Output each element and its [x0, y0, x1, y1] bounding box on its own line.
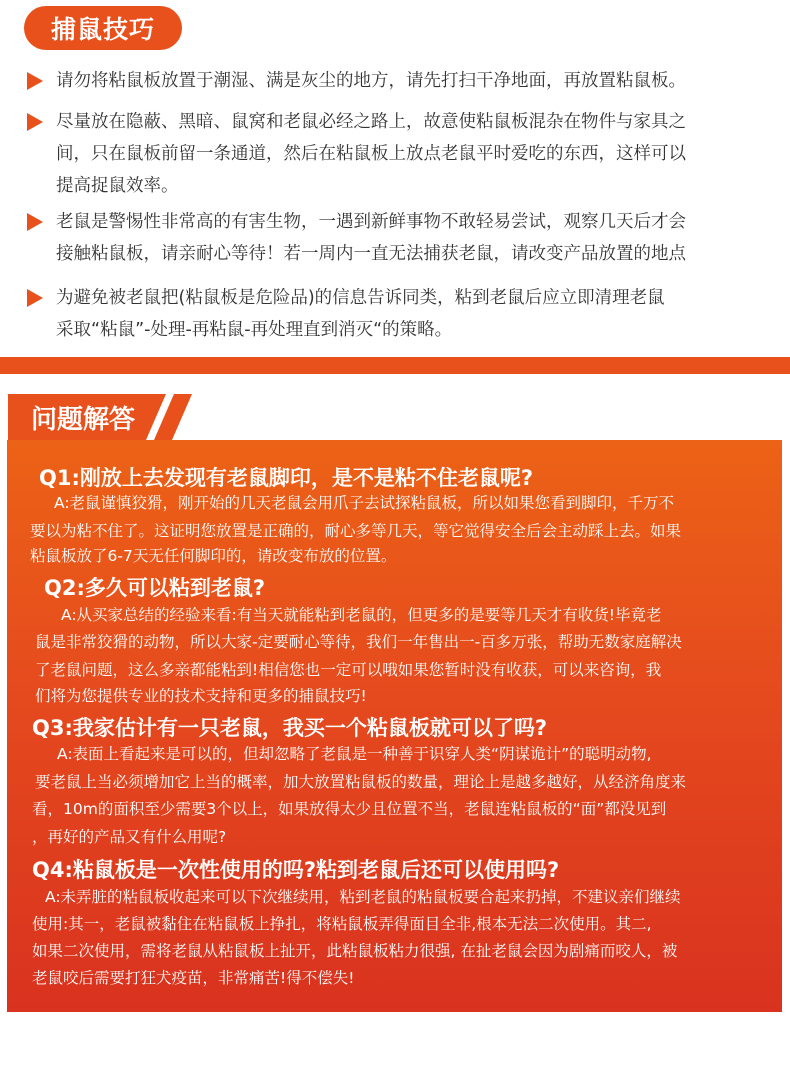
answer-3-line: ，再好的产品又有什么用呢? — [32, 828, 227, 846]
answer-1-line: A:老鼠谨慎狡猾，刚开始的几天老鼠会用爪子去试探粘鼠板，所以如果您看到脚印，千万不 — [54, 494, 675, 512]
qa-section-title: 问题解答 — [30, 404, 135, 435]
question-1: Q1:刚放上去发现有老鼠脚印，是不是粘不住老鼠呢? — [39, 466, 534, 490]
qa-section-title-tab — [8, 394, 192, 440]
tips-section-title: 捕鼠技巧 — [24, 6, 182, 50]
answer-3-line: A:表面上看起来是可以的，但却忽略了老鼠是一种善于识穿人类“阴谋诡计”的聪明动物, — [57, 745, 652, 763]
arrow-right-icon — [24, 111, 46, 133]
answer-1-line: 要以为粘不住了。这证明您放置是正确的，耐心多等几天，等它觉得安全后会主动踩上去。如果 — [30, 522, 682, 540]
answer-2-line: 鼠是非常狡猾的动物，所以大家-定要耐心等待，我们一年售出一-百多万张，帮助无数家庭解决 — [35, 633, 682, 651]
arrow-right-icon — [24, 70, 46, 92]
answer-4-line: 如果二次使用，需将老鼠从粘鼠板上扯开，此粘鼠板粘力很强, 在扯老鼠会因为剧痛而咬人，被 — [32, 942, 678, 960]
answer-2-line: 了老鼠问题，这么多亲都能粘到!相信您也一定可以哦如果您暂时没有收获，可以来咨询，我 — [35, 661, 662, 679]
answer-3-line: 看，10m的面积至少需要3个以上，如果放得太少且位置不当，老鼠连粘鼠板的“面”都没见到 — [32, 800, 667, 818]
qa-panel — [7, 440, 782, 1012]
answer-4-line: 老鼠咬后需要打狂犬疫苗，非常痛苦!得不偿失! — [32, 969, 355, 987]
answer-2-line: 们将为您提供专业的技术支持和更多的捕鼠技巧! — [35, 687, 367, 705]
arrow-right-icon — [24, 287, 46, 309]
tip-text: 为避免被老鼠把(粘鼠板是危险品)的信息告诉同类，粘到老鼠后应立即清理老鼠 采取“粘鼠”-处理-再粘鼠-再处理直到消灭“的策略。 — [56, 288, 665, 340]
tip-item — [24, 67, 769, 97]
answer-2-line: A:从买家总结的经验来看:有当天就能粘到老鼠的，但更多的是要等几天才有收货!毕竟老 — [61, 606, 662, 624]
tip-item — [24, 208, 769, 270]
tip-text: 请勿将粘鼠板放置于潮湿、满是灰尘的地方，请先打扫干净地面，再放置粘鼠板。 — [56, 71, 686, 91]
tip-item — [24, 108, 769, 202]
tip-text: 尽量放在隐蔽、黑暗、鼠窝和老鼠必经之路上，故意使粘鼠板混杂在物件与家具之 间，只在鼠板前留一条通道，然后在粘鼠板上放点老鼠平时爱吃的东西，这样可以 提高捉鼠效率。 — [56, 112, 686, 196]
answer-1-line: 粘鼠板放了6-7天无任何脚印的，请改变布放的位置。 — [30, 547, 397, 565]
arrow-right-icon — [24, 211, 46, 233]
answer-4-line: 使用:其一，老鼠被黏住在粘鼠板上挣扎，将粘鼠板弄得面目全非,根本无法二次使用。其二, — [32, 915, 652, 933]
answer-3-line: 要老鼠上当必须增加它上当的概率，加大放置粘鼠板的数量，理论上是越多越好，从经济角度来 — [35, 773, 687, 791]
section-divider — [0, 357, 790, 374]
question-2: Q2:多久可以粘到老鼠? — [44, 576, 266, 600]
question-3: Q3:我家估计有一只老鼠，我买一个粘鼠板就可以了吗? — [32, 716, 548, 740]
tip-item — [24, 284, 769, 346]
answer-4-line: A:未弄脏的粘鼠板收起来可以下次继续用，粘到老鼠的粘鼠板要合起来扔掉，不建议亲们继续 — [45, 888, 681, 906]
tip-text: 老鼠是警惕性非常高的有害生物，一遇到新鲜事物不敢轻易尝试，观察几天后才会 接触粘鼠板，请亲耐心等待！若一周内一直无法捕获老鼠，请改变产品放置的地点 — [56, 212, 686, 264]
question-4: Q4:粘鼠板是一次性使用的吗?粘到老鼠后还可以使用吗? — [32, 858, 560, 882]
